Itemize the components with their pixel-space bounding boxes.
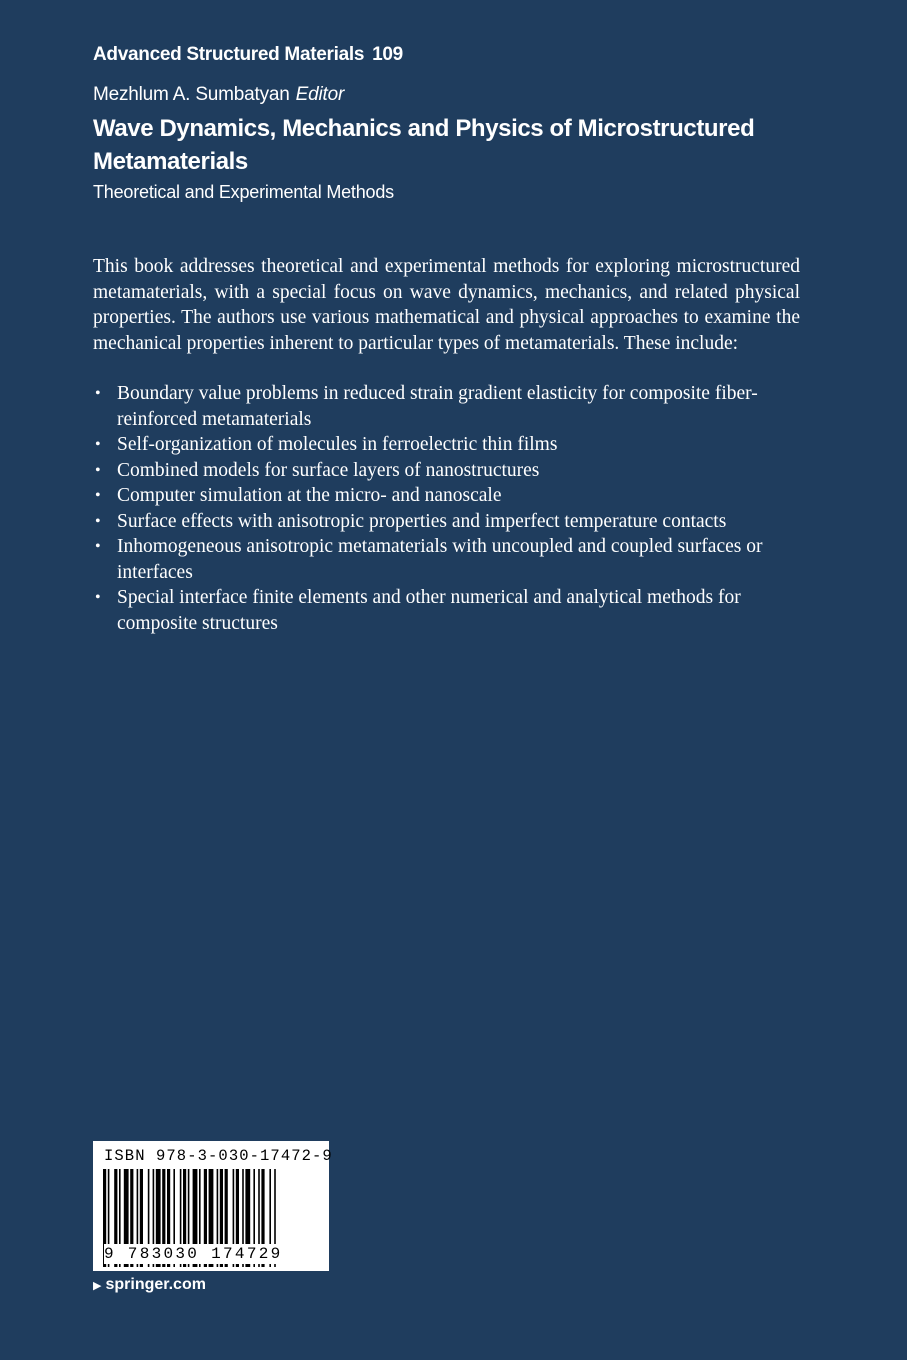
book-description: This book addresses theoretical and experimental methods for exploring microstructured metamaterials, with a special focus on wave dynamics, mechanics, and related physical properties. The authors use various mathematical and physical approaches to examine the mechanical properties inherent to particular types of metamaterials. These include: <box>93 256 800 354</box>
website-label: springer.com <box>105 1276 206 1293</box>
book-title: Wave Dynamics, Mechanics and Physics of Microstructured Metamaterials <box>93 115 755 175</box>
editor-role: Editor <box>295 84 345 105</box>
list-item: • Surface effects with anisotropic properties and imperfect temperature contacts <box>93 509 800 535</box>
isbn-label: ISBN 978-3-030-17472-9 <box>104 1147 333 1165</box>
feature-list <box>93 381 800 636</box>
book-subtitle: Theoretical and Experimental Methods <box>93 182 394 202</box>
editor-line <box>93 84 344 106</box>
list-item: • Combined models for surface layers of nanostructures <box>93 458 800 484</box>
isbn-barcode <box>93 1141 333 1271</box>
list-item: • Self-organization of molecules in ferroelectric thin films <box>93 432 800 458</box>
list-item: • Computer simulation at the micro- and nanoscale <box>93 483 800 509</box>
editor-name: Mezhlum A. Sumbatyan <box>93 84 290 105</box>
series-line <box>93 44 403 66</box>
series-number: 109 <box>372 44 403 65</box>
barcode-digits: 9 783030 174729 <box>104 1245 283 1263</box>
publisher-website[interactable] <box>93 1276 206 1294</box>
series-name: Advanced Structured Materials <box>93 44 365 65</box>
list-item: • Inhomogeneous anisotropic metamaterials with uncoupled and coupled surfaces or interfaces <box>93 534 800 585</box>
list-item: • Boundary value problems in reduced strain gradient elasticity for composite fiber-reinforced metamaterials <box>93 381 800 432</box>
list-item: • Special interface finite elements and other numerical and analytical methods for composite structures <box>93 585 800 636</box>
triangle-right-icon: ▶ <box>93 1279 102 1292</box>
